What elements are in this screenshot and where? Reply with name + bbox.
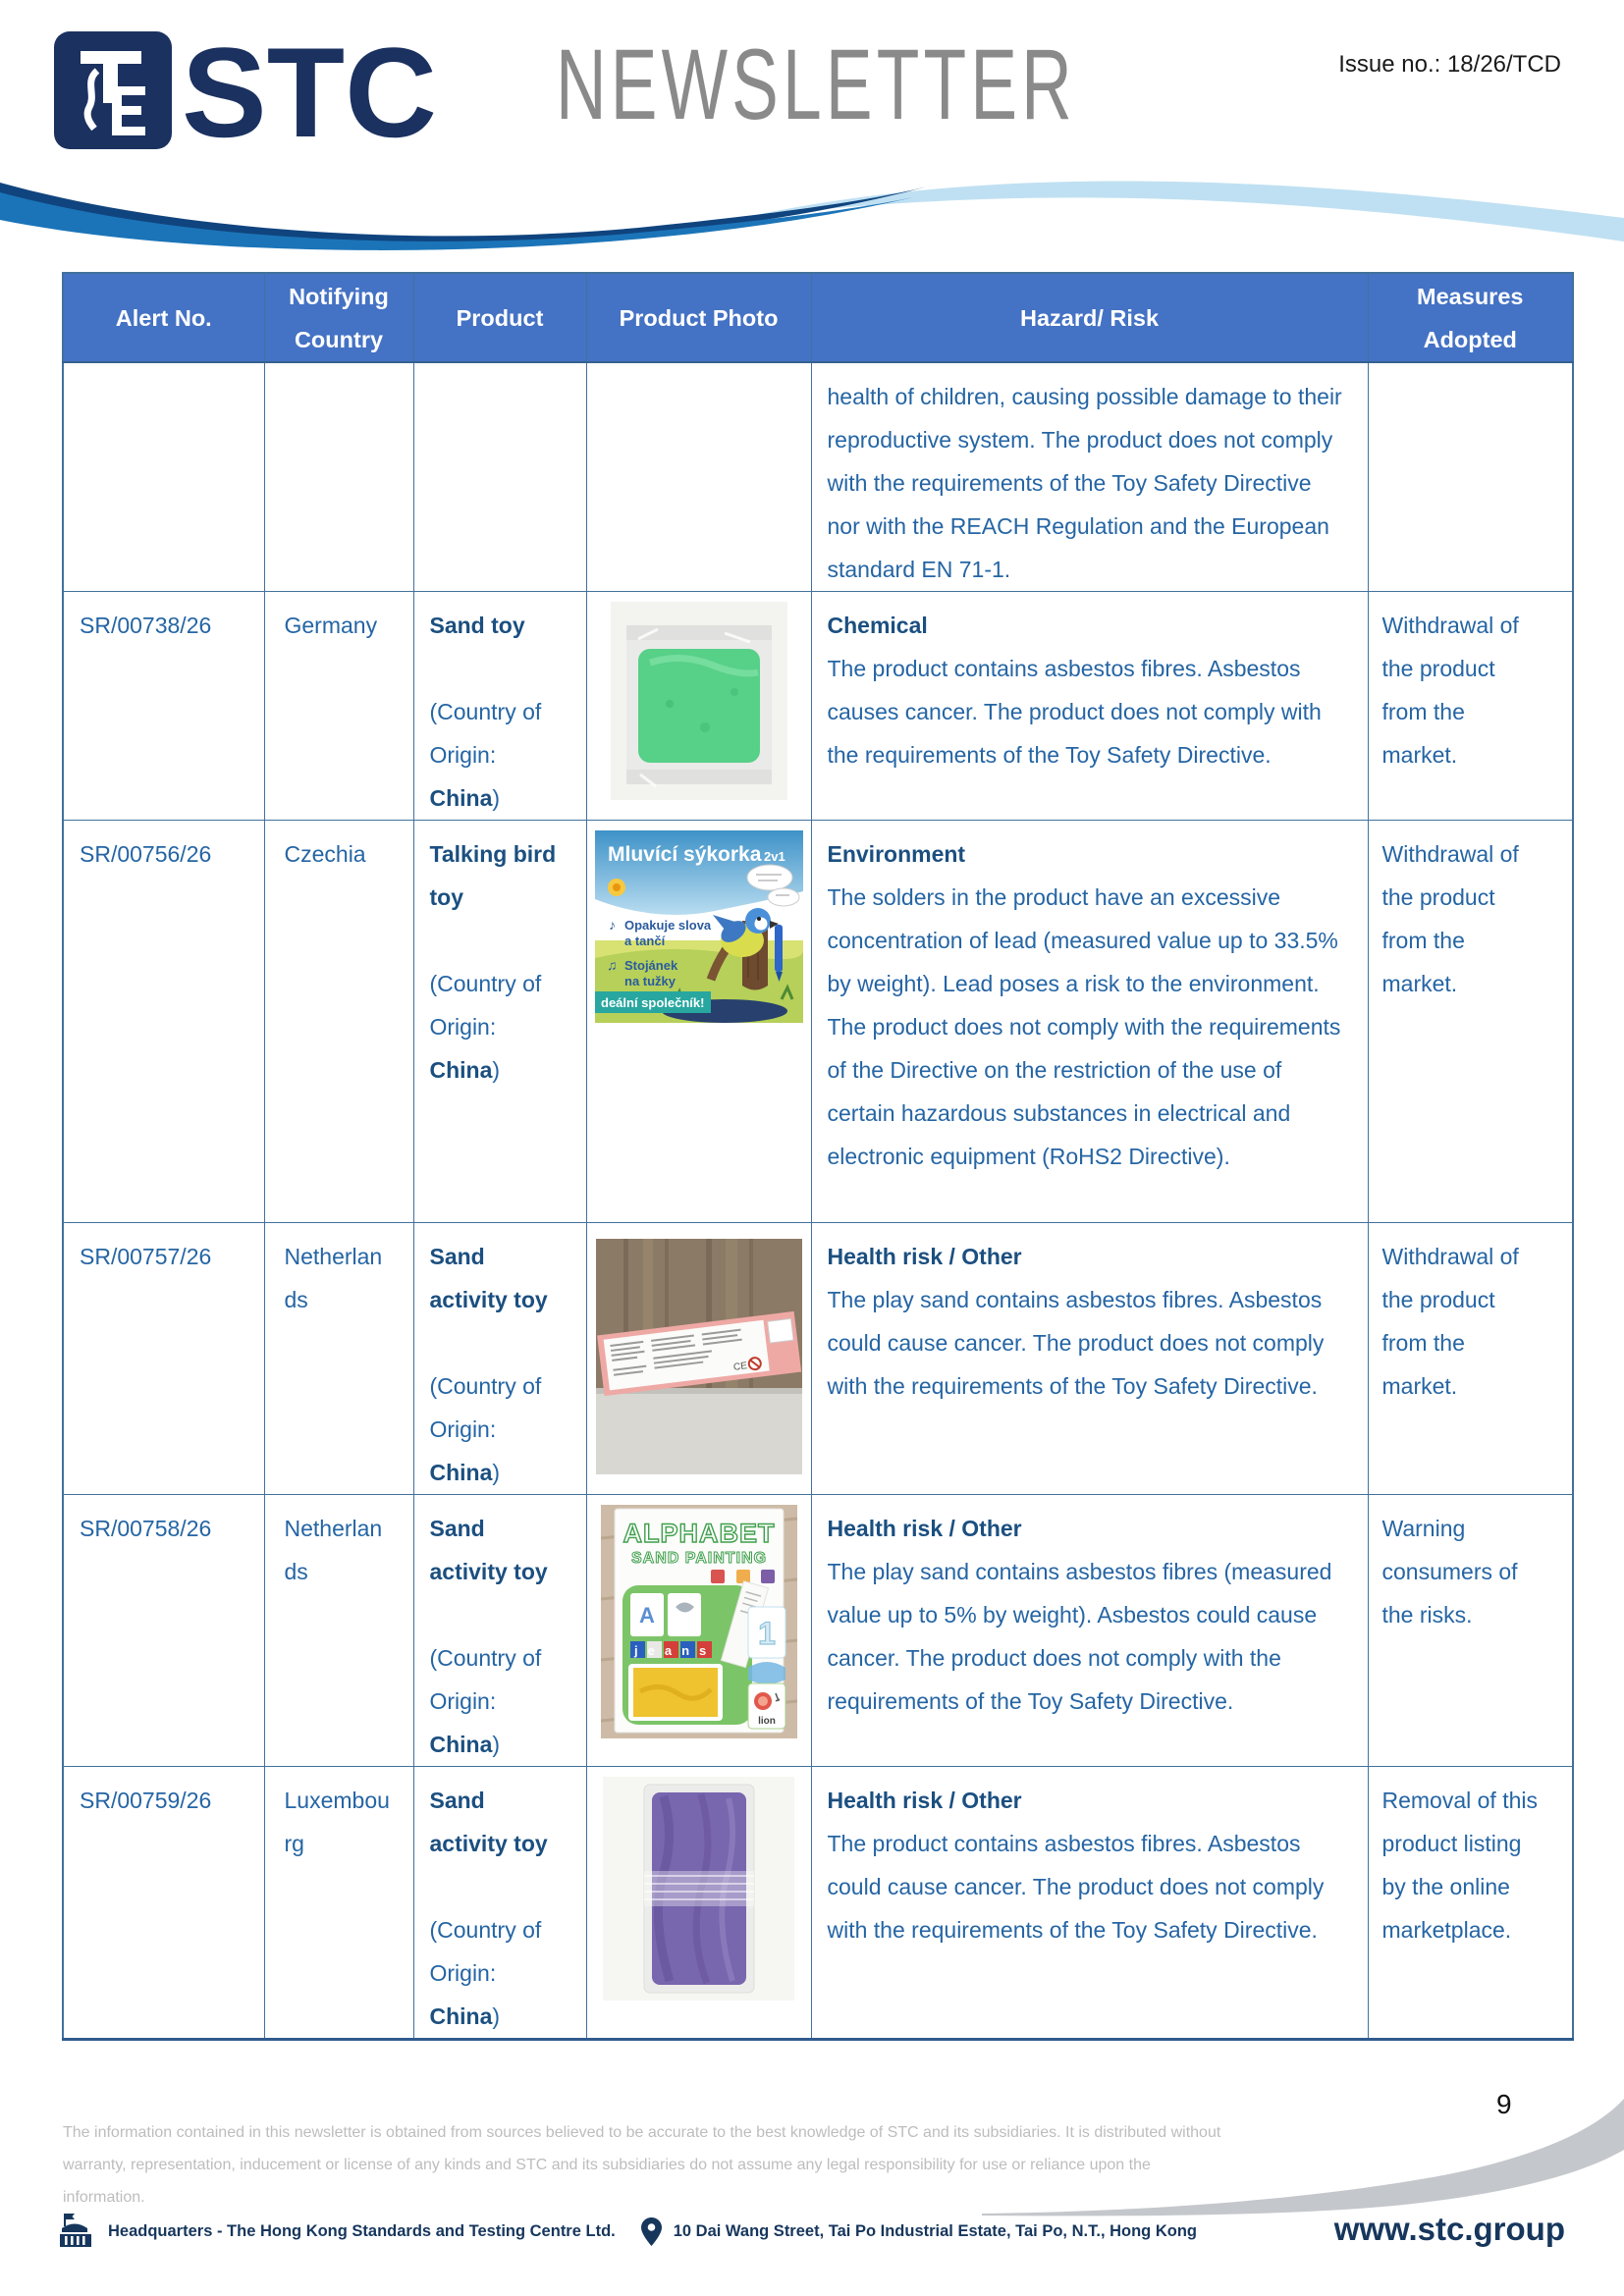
country-cell — [264, 592, 413, 821]
photo-card-number: 1 — [757, 1616, 776, 1651]
photo-card-animal: lion — [757, 1716, 776, 1727]
country: Czechia — [284, 841, 366, 867]
table-row — [63, 1767, 1573, 2040]
alert-no: SR/00738/26 — [80, 613, 212, 638]
product-cell — [413, 592, 586, 821]
photo-note: Stojánek — [623, 958, 677, 973]
photo-cell — [586, 592, 811, 821]
country: Luxembourg — [284, 1788, 390, 1856]
measures-cell — [1368, 1223, 1573, 1495]
photo-cell — [586, 821, 811, 1223]
website-url: www.stc.group — [1333, 2211, 1565, 2247]
hazard-text: The solders in the product have an excessive concentration of lead (measured value up to 33.5% by weight). Lead poses a risk to the environment. The product does not comply with the requirements of the Directive on the restriction of the use of certain hazardous substances in electrical and electronic equipment (RoHS2 Directive). — [827, 884, 1341, 1169]
photo-cell — [586, 1223, 811, 1495]
product-origin: (Country of Origin: China) — [429, 699, 542, 811]
table-row — [63, 1223, 1573, 1495]
photo-letter-tiles: jeans — [633, 1643, 716, 1658]
measures-cell — [1368, 1767, 1573, 2040]
photo-cell — [586, 1495, 811, 1767]
country-cell — [264, 1495, 413, 1767]
product-photo-green-sand-bag — [611, 602, 787, 800]
logo-wordmark: STC — [182, 26, 437, 155]
photo-note: na tužky — [623, 974, 676, 988]
country-cell — [264, 362, 413, 592]
alert-no-cell — [63, 592, 264, 821]
photo-banner: deální společník! — [600, 995, 704, 1010]
measures-text: Warning consumers of the risks. — [1381, 1516, 1518, 1628]
alert-no: SR/00758/26 — [80, 1516, 212, 1541]
table-row — [63, 592, 1573, 821]
alert-no-cell — [63, 821, 264, 1223]
svg-text:♪: ♪ — [608, 917, 616, 933]
hq-label: Headquarters - The Hong Kong Standards and Testing Centre Ltd. — [108, 2221, 616, 2240]
country-cell — [264, 821, 413, 1223]
country-cell — [264, 1767, 413, 2040]
alert-no-cell — [63, 1495, 264, 1767]
hazard-cell — [811, 1767, 1368, 2040]
column-header-photo: Product Photo — [586, 273, 811, 362]
product-photo-label-on-wood — [596, 1233, 802, 1474]
header-wave-decoration — [0, 153, 1624, 273]
logo-e-glyph — [112, 86, 145, 135]
product-name: Sand activity toy — [429, 1516, 548, 1584]
product-name: Talking bird toy — [429, 841, 557, 910]
alert-no: SR/00757/26 — [80, 1244, 212, 1269]
product-cell — [413, 1223, 586, 1495]
photo-note: Opakuje slova — [623, 918, 711, 933]
svg-text:♫: ♫ — [606, 957, 617, 973]
hazard-cell — [811, 1495, 1368, 1767]
location-pin-icon — [641, 2217, 662, 2246]
measures-cell — [1368, 1495, 1573, 1767]
product-origin: (Country of Origin: China) — [429, 1917, 542, 2029]
photo-cell — [586, 362, 811, 592]
hazard-category: Environment — [827, 841, 966, 867]
product-name: Sand activity toy — [429, 1788, 548, 1856]
hazard-category: Health risk / Other — [827, 1516, 1022, 1541]
building-icon — [57, 2213, 96, 2250]
hazard-text: The play sand contains asbestos fibres. Asbestos could cause cancer. The product does not comply with the requirements of the Toy Safety Directive. — [827, 1287, 1325, 1399]
product-origin: (Country of Origin: China) — [429, 1645, 542, 1757]
alert-no: SR/00756/26 — [80, 841, 212, 867]
newsletter-title: NEWSLETTER — [556, 28, 1076, 140]
alert-no: SR/00759/26 — [80, 1788, 212, 1813]
column-header-hazard: Hazard/ Risk — [811, 273, 1368, 362]
photo-box-badge: 2v1 — [763, 849, 785, 864]
measures-text: Withdrawal of the product from the market. — [1381, 613, 1519, 768]
hazard-text: health of children, causing possible damage to their reproductive system. The product does not comply with the requirements of the Toy Safety Directive nor with the REACH Regulation and the European standard EN 71-1. — [827, 384, 1342, 582]
measures-cell — [1368, 362, 1573, 592]
hazard-category: Chemical — [827, 613, 928, 638]
hazard-text: The play sand contains asbestos fibres (measured value up to 5% by weight). Asbestos could cause cancer. The product does not comply with the requirements of the Toy Safety Directive. — [827, 1559, 1332, 1714]
country: Germany — [284, 613, 378, 638]
product-photo-talking-bird-box — [595, 830, 803, 1023]
measures-text: Withdrawal of the product from the market. — [1381, 841, 1519, 996]
photo-cell — [586, 1767, 811, 2040]
column-header-measures: Measures Adopted — [1368, 273, 1573, 362]
photo-box-title-line1: ALPHABET — [623, 1519, 775, 1548]
table-row — [63, 821, 1573, 1223]
address-text: 10 Dai Wang Street, Tai Po Industrial Estate, Tai Po, N.T., Hong Kong — [673, 2221, 1197, 2240]
product-cell — [413, 362, 586, 592]
hazard-text: The product contains asbestos fibres. Asbestos causes cancer. The product does not comply with the requirements of the Toy Safety Directive. — [827, 656, 1322, 768]
product-name: Sand activity toy — [429, 1244, 548, 1312]
product-cell — [413, 1767, 586, 2040]
column-header-alert-no: Alert No. — [63, 273, 264, 362]
alert-no-cell — [63, 362, 264, 592]
hazard-category: Health risk / Other — [827, 1244, 1022, 1269]
country: Netherlands — [284, 1516, 383, 1584]
photo-box-title-line2: SAND PAINTING — [630, 1550, 767, 1567]
hazard-cell — [811, 362, 1368, 592]
column-header-product: Product — [413, 273, 586, 362]
alert-no-cell — [63, 1767, 264, 2040]
hazard-cell — [811, 821, 1368, 1223]
stc-logo — [51, 26, 473, 155]
product-origin: (Country of Origin: China) — [429, 971, 542, 1083]
table-row — [63, 1495, 1573, 1767]
product-photo-purple-sand-bag — [603, 1777, 794, 2001]
column-header-country: Notifying Country — [264, 273, 413, 362]
product-name: Sand toy — [429, 613, 525, 638]
hazard-cell — [811, 592, 1368, 821]
page-number: 9 — [1496, 2089, 1512, 2119]
footer-contact-line — [57, 2213, 1197, 2250]
issue-number: Issue no.: 18/26/TCD — [1338, 51, 1561, 78]
hazard-cell — [811, 1223, 1368, 1495]
hazard-category: Health risk / Other — [827, 1788, 1022, 1813]
photo-card-letter: A — [638, 1603, 655, 1628]
hazard-text: The product contains asbestos fibres. Asbestos could cause cancer. The product does not comply with the requirements of the Toy Safety Directive. — [827, 1831, 1325, 1943]
product-photo-alphabet-sand-painting-box — [601, 1505, 797, 1738]
table-header-row — [63, 273, 1573, 362]
measures-text: Removal of this product listing by the online marketplace. — [1381, 1788, 1539, 1943]
measures-text: Withdrawal of the product from the market. — [1381, 1244, 1519, 1399]
table-row — [63, 362, 1573, 592]
product-origin: (Country of Origin: China) — [429, 1373, 542, 1485]
photo-ce-mark: CE — [731, 1361, 748, 1373]
alerts-table — [62, 272, 1574, 2041]
disclaimer-text: The information contained in this newsletter is obtained from sources believed to be accurate to the best knowledge of STC and its subsidiaries. It is distributed without warranty, representation, inducement or license of any kinds and STC and its subsidiaries do not assume any legal responsibility for use or reliance upon the information. — [63, 2124, 1221, 2206]
alert-no-cell — [63, 1223, 264, 1495]
product-cell — [413, 821, 586, 1223]
measures-cell — [1368, 592, 1573, 821]
photo-note: a tančí — [623, 934, 665, 948]
product-cell — [413, 1495, 586, 1767]
measures-cell — [1368, 821, 1573, 1223]
country-cell — [264, 1223, 413, 1495]
country: Netherlands — [284, 1244, 383, 1312]
photo-box-title: Mluvící sýkorka — [607, 843, 761, 866]
